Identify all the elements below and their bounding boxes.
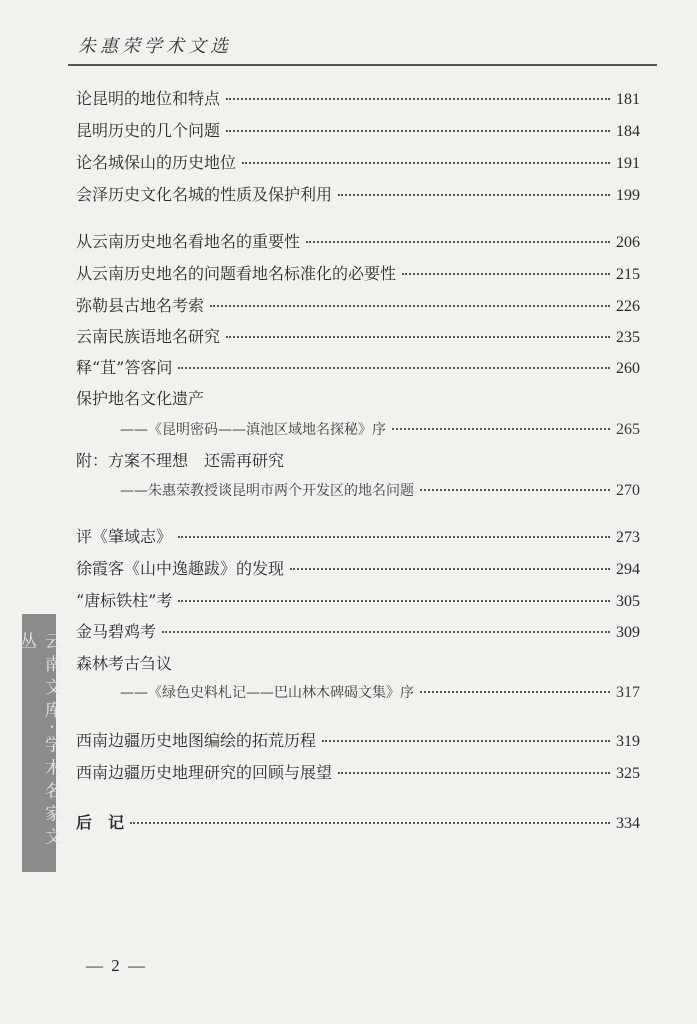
toc-entry-title: 后 记: [76, 813, 125, 832]
series-side-tab-label: 云南文库·学术名家文丛: [16, 632, 61, 851]
toc-entry-title: 云南民族语地名研究: [76, 327, 221, 346]
toc-subentry-title: ——《绿色史料札记——巴山林木碑碣文集》序: [120, 685, 414, 701]
leader-dots: [178, 536, 610, 538]
toc-entry[interactable]: [76, 590, 640, 612]
toc-subentry-title: ——《昆明密码——滇池区域地名探秘》序: [120, 422, 386, 438]
toc-subentry-title: ——朱惠荣教授谈昆明市两个开发区的地名问题: [120, 483, 414, 499]
toc-entry-title: 徐霞客《山中逸趣跋》的发现: [76, 559, 285, 578]
toc-entry-page: 317: [616, 684, 640, 701]
leader-dots: [420, 691, 610, 693]
toc-subentry[interactable]: [120, 682, 640, 704]
leader-dots: [162, 631, 610, 633]
leader-dots: [338, 772, 610, 774]
toc-entry-title: “唐标铁柱”考: [76, 591, 173, 610]
toc-entry[interactable]: [76, 231, 640, 253]
toc-entry[interactable]: [76, 120, 640, 142]
leader-dots: [210, 305, 610, 307]
toc-entry-page: 199: [616, 187, 640, 204]
toc-entry-title: 论昆明的地位和特点: [76, 89, 221, 108]
toc-entry[interactable]: [76, 184, 640, 206]
toc-entry-page: 325: [616, 765, 640, 782]
toc-entry-page: 181: [616, 91, 640, 108]
toc-entry-page: 206: [616, 234, 640, 251]
toc-entry-title: 西南边疆历史地理研究的回顾与展望: [76, 763, 333, 782]
running-header-title: 朱惠荣学术文选: [78, 36, 232, 57]
leader-dots: [178, 367, 610, 369]
leader-dots: [392, 428, 610, 430]
leader-dots: [242, 162, 610, 164]
toc-entry-page: 294: [616, 561, 640, 578]
leader-dots: [226, 130, 610, 132]
toc-entry[interactable]: [76, 621, 640, 643]
leader-dots: [226, 336, 610, 338]
toc-entry-page: 215: [616, 266, 640, 283]
toc-entry-page: 273: [616, 529, 640, 546]
leader-dots: [226, 98, 610, 100]
toc-entry-title: 从云南历史地名的问题看地名标准化的必要性: [76, 264, 397, 283]
toc-entry[interactable]: [76, 263, 640, 285]
toc-entry[interactable]: [76, 152, 640, 174]
toc-subentry[interactable]: [120, 480, 640, 502]
toc-entry-title: 森林考古刍议: [76, 654, 173, 673]
toc-entry-page: 305: [616, 593, 640, 610]
toc-entry-title: 从云南历史地名看地名的重要性: [76, 232, 301, 251]
toc-entry[interactable]: [76, 88, 640, 110]
toc-entry[interactable]: [76, 730, 640, 752]
leader-dots: [322, 740, 610, 742]
leader-dots: [402, 273, 610, 275]
toc-entry-title: 金马碧鸡考: [76, 622, 157, 641]
toc-entry-page: 260: [616, 360, 640, 377]
toc-entry[interactable]: [76, 450, 284, 472]
toc-entry[interactable]: [76, 326, 640, 348]
toc-entry[interactable]: [76, 812, 640, 834]
toc-entry-page: 265: [616, 421, 640, 438]
toc-entry-title: 昆明历史的几个问题: [76, 121, 221, 140]
toc-entry[interactable]: [76, 388, 204, 410]
leader-dots: [130, 822, 610, 824]
leader-dots: [290, 568, 610, 570]
toc-entry-title: 释“苴”答客问: [76, 358, 173, 377]
toc-entry-title: 会泽历史文化名城的性质及保护利用: [76, 185, 333, 204]
leader-dots: [178, 600, 610, 602]
leader-dots: [420, 489, 610, 491]
toc-entry-title: 保护地名文化遗产: [76, 389, 205, 408]
toc-entry[interactable]: [76, 762, 640, 784]
toc-entry-title: 西南边疆历史地图编绘的拓荒历程: [76, 731, 317, 750]
toc-entry-page: 334: [616, 815, 640, 832]
toc-entry-title: 附：方案不理想 还需再研究: [76, 451, 285, 470]
toc-entry[interactable]: [76, 653, 172, 675]
toc-entry-page: 309: [616, 624, 640, 641]
toc-entry-page: 235: [616, 329, 640, 346]
series-side-tab: [16, 614, 61, 872]
leader-dots: [338, 194, 610, 196]
leader-dots: [306, 241, 610, 243]
toc-entry-page: 270: [616, 482, 640, 499]
toc-entry-title: 弥勒县古地名考索: [76, 296, 205, 315]
toc-entry-page: 184: [616, 123, 640, 140]
toc-entry-title: 评《肇域志》: [76, 527, 173, 546]
toc-entry[interactable]: [76, 357, 640, 379]
toc-entry-page: 319: [616, 733, 640, 750]
toc-entry-title: 论名城保山的历史地位: [76, 153, 237, 172]
toc-entry-page: 191: [616, 155, 640, 172]
toc-entry[interactable]: [76, 526, 640, 548]
toc-subentry[interactable]: [120, 419, 640, 441]
toc-entry-page: 226: [616, 298, 640, 315]
toc-entry[interactable]: [76, 295, 640, 317]
page-number: — 2 —: [86, 956, 147, 975]
toc-entry[interactable]: [76, 558, 640, 580]
